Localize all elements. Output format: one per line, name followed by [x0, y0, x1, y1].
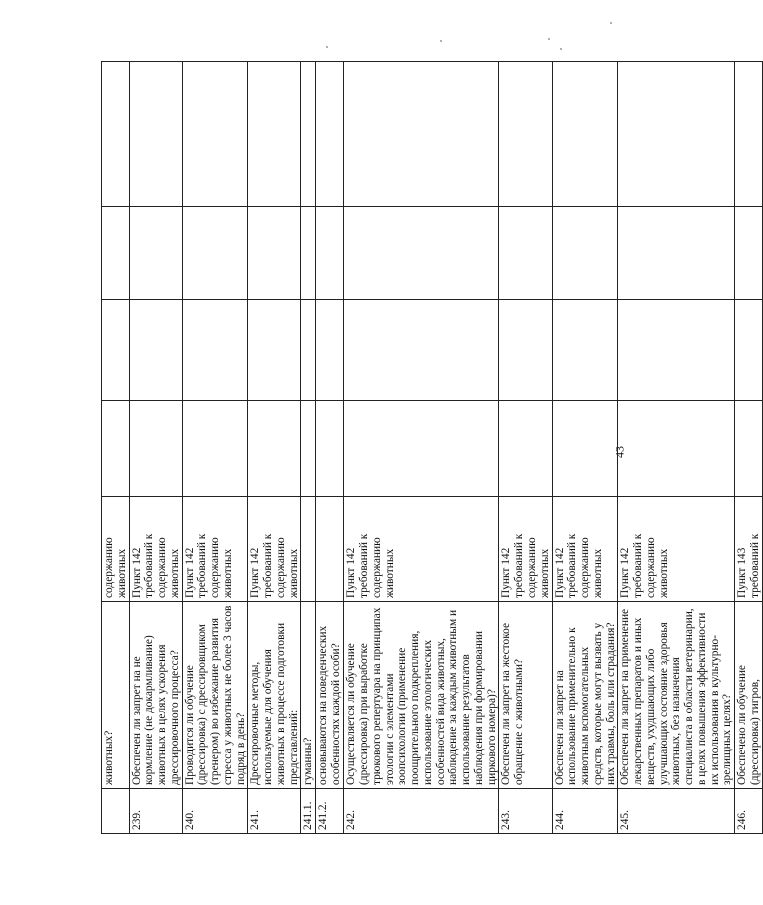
scan-speck — [440, 40, 442, 42]
row-reference: Пункт 142 требований к содержанию животных — [182, 497, 248, 602]
table-row — [316, 62, 344, 834]
answer-cell — [344, 300, 499, 401]
answer-cell — [344, 401, 499, 497]
answer-cell — [499, 207, 552, 300]
row-reference: содержанию животных — [102, 497, 130, 602]
table-row — [129, 62, 182, 834]
table-row — [248, 62, 301, 834]
row-question: Обеспечено ли обучение (дрессировка) тигров, — [735, 602, 763, 789]
table-row — [552, 62, 618, 834]
answer-cell — [182, 207, 248, 300]
page-number: 43 — [612, 446, 627, 458]
row-number: 245. — [618, 789, 735, 834]
answer-cell — [735, 300, 763, 401]
rotated-page — [101, 62, 761, 834]
answer-cell — [316, 207, 344, 300]
checklist-table — [101, 61, 763, 834]
answer-cell — [344, 62, 499, 207]
answer-cell — [102, 62, 130, 207]
row-question: Проводится ли обучение (дрессировка) с дрессировщиком (тренером) во избежание развития стресса у животных не более 3 часов подряд в день? — [182, 602, 248, 789]
row-reference: Пункт 142 требований к содержанию животных — [344, 497, 499, 602]
row-reference: Пункт 142 требований к содержанию животных — [129, 497, 182, 602]
answer-cell — [129, 207, 182, 300]
table-row — [344, 62, 499, 834]
scan-speck — [610, 22, 612, 24]
scan-speck — [326, 46, 328, 48]
row-question: гуманны? — [301, 602, 316, 789]
answer-cell — [552, 62, 618, 207]
row-number: 242. — [344, 789, 499, 834]
answer-cell — [102, 207, 130, 300]
answer-cell — [248, 62, 301, 207]
answer-cell — [102, 401, 130, 497]
answer-cell — [735, 207, 763, 300]
row-reference: Пункт 142 требований к содержанию животных — [499, 497, 552, 602]
answer-cell — [316, 62, 344, 207]
table-row — [618, 62, 735, 834]
row-question: животных? — [102, 602, 130, 789]
table-row — [102, 62, 130, 834]
answer-cell — [301, 401, 316, 497]
answer-cell — [618, 207, 735, 300]
row-question: Обеспечен ли запрет на использование применительно к животным вспомогательных средств, которые могут вызвать у них травмы, боль или страдания? — [552, 602, 618, 789]
row-reference: Пункт 143 требований к — [735, 497, 763, 602]
row-reference: Пункт 142 требований к содержанию животных — [552, 497, 618, 602]
row-question: Обеспечен ли запрет на применение лекарственных препаратов и иных веществ, ухудшающих либо улучшающих состояние здоровья животных, без назначения специалиста в области ветеринарии, в целях повышения эффективности их использования в культурно-зрелищных целях? — [618, 602, 735, 789]
answer-cell — [248, 300, 301, 401]
answer-cell — [344, 207, 499, 300]
answer-cell — [618, 62, 735, 207]
row-reference — [316, 497, 344, 602]
answer-cell — [182, 300, 248, 401]
answer-cell — [129, 62, 182, 207]
table-row — [735, 62, 763, 834]
answer-cell — [552, 207, 618, 300]
answer-cell — [182, 62, 248, 207]
answer-cell — [301, 300, 316, 401]
row-number: 240. — [182, 789, 248, 834]
answer-cell — [129, 401, 182, 497]
answer-cell — [618, 300, 735, 401]
answer-cell — [552, 401, 618, 497]
row-number: 243. — [499, 789, 552, 834]
answer-cell — [248, 207, 301, 300]
scan-speck — [560, 48, 562, 50]
answer-cell — [301, 62, 316, 207]
answer-cell — [735, 62, 763, 207]
row-number: 244. — [552, 789, 618, 834]
answer-cell — [618, 401, 735, 497]
row-reference: Пункт 142 требований к содержанию животных — [618, 497, 735, 602]
answer-cell — [301, 207, 316, 300]
row-question: основываются на поведенческих особенностях каждой особи? — [316, 602, 344, 789]
answer-cell — [129, 300, 182, 401]
answer-cell — [182, 401, 248, 497]
answer-cell — [499, 401, 552, 497]
answer-cell — [248, 401, 301, 497]
row-number: 241.2. — [316, 789, 344, 834]
row-reference — [301, 497, 316, 602]
scan-speck — [548, 38, 550, 40]
row-number: 239. — [129, 789, 182, 834]
table-row — [499, 62, 552, 834]
row-number: 241.1. — [301, 789, 316, 834]
row-question: Дрессировочные методы, используемые для обучения животных в процессе подготовки представлений: — [248, 602, 301, 789]
row-number — [102, 789, 130, 834]
table-row — [301, 62, 316, 834]
row-number: 246. — [735, 789, 763, 834]
answer-cell — [316, 401, 344, 497]
answer-cell — [552, 300, 618, 401]
answer-cell — [316, 300, 344, 401]
row-question: Обеспечен ли запрет на жестокое обращение с животными? — [499, 602, 552, 789]
table-row — [182, 62, 248, 834]
answer-cell — [499, 300, 552, 401]
row-reference: Пункт 142 требований к содержанию животных — [248, 497, 301, 602]
answer-cell — [499, 62, 552, 207]
row-number: 241. — [248, 789, 301, 834]
row-question: Осуществляется ли обучение (дрессировка) при выработке трюкового репертуара на принципах этологии с элементами зоопсихологии (применение поощрительного подкрепления, использование этологических особенностей вида животных, наблюдение за каждым животным и использование результатов наблюдения при формировании циркового номера)? — [344, 602, 499, 789]
row-question: Обеспечен ли запрет на не кормление (не докармливание) животных в целях ускорения дрессировочного процесса? — [129, 602, 182, 789]
answer-cell — [102, 300, 130, 401]
answer-cell — [735, 401, 763, 497]
